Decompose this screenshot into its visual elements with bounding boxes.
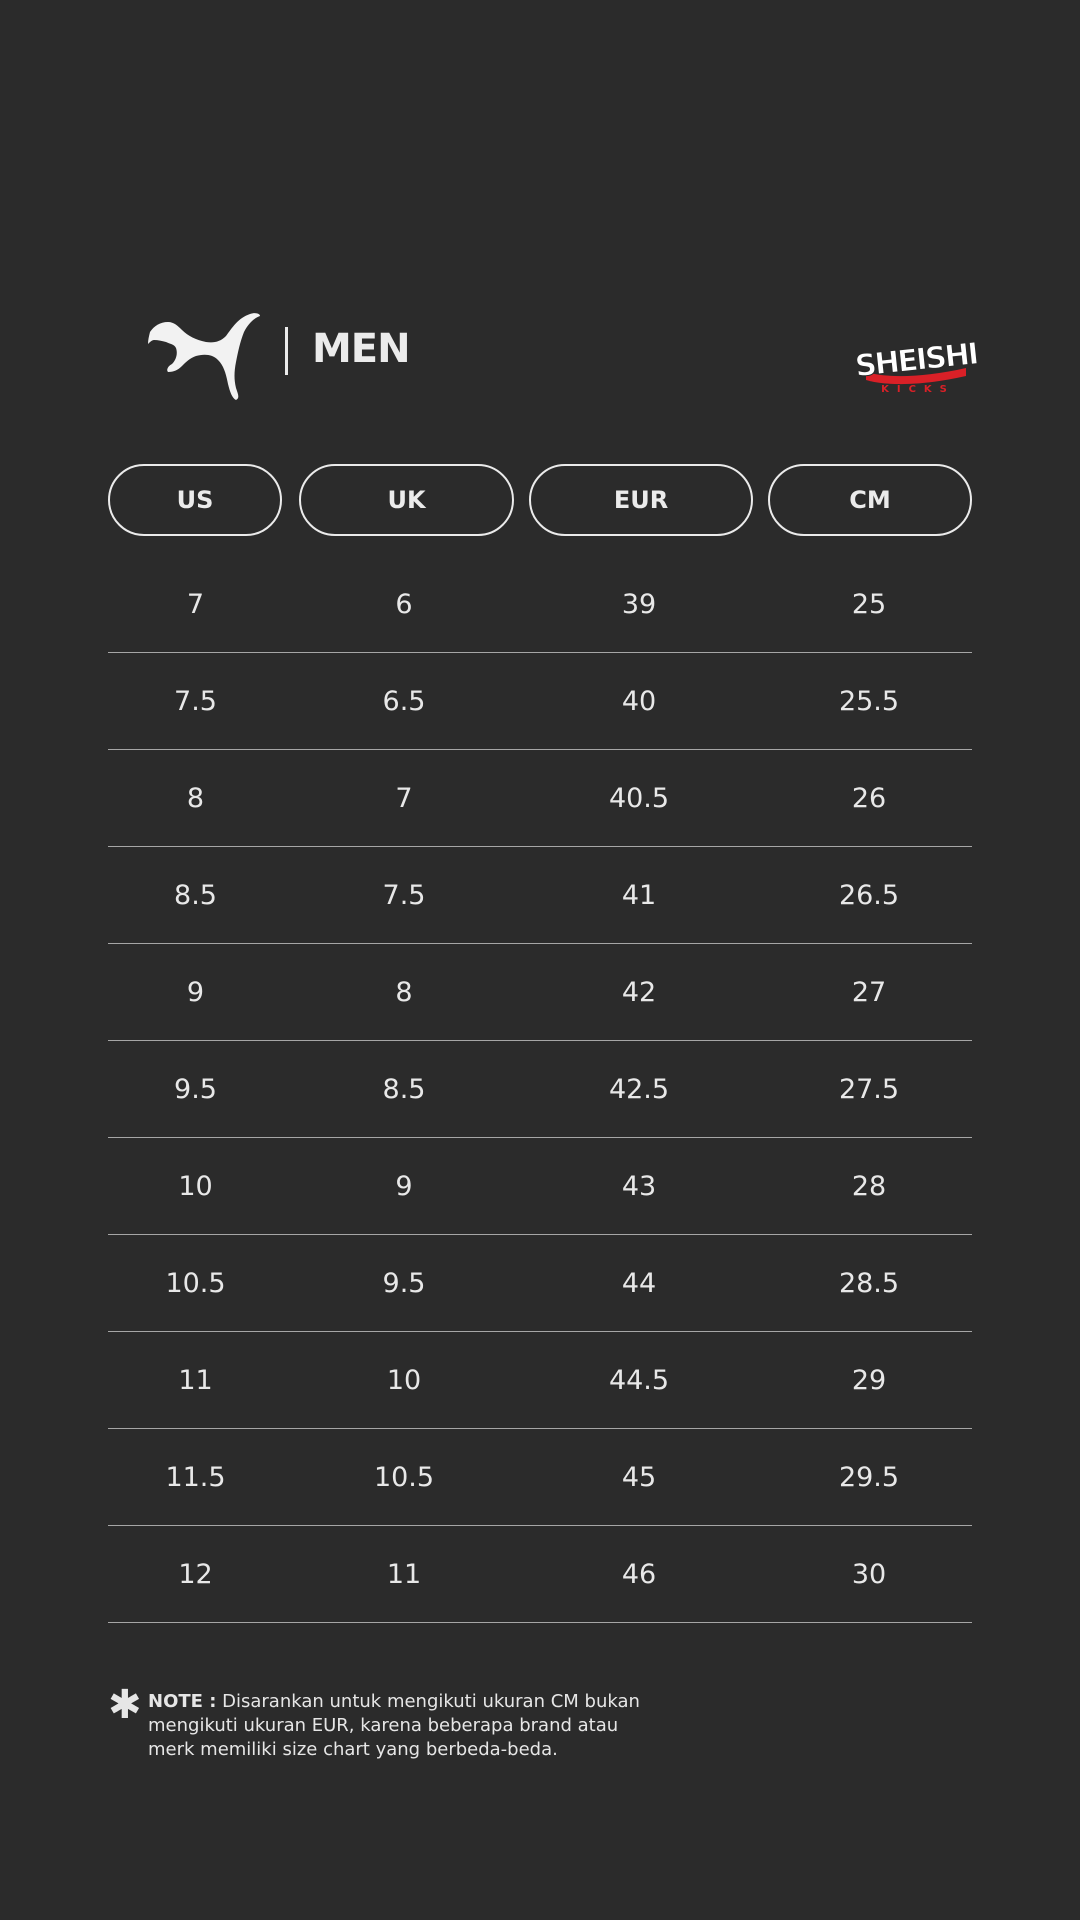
size-column-headers: [0, 464, 1080, 536]
size-cell-us: 9.5: [174, 1073, 217, 1105]
size-cell-uk: 8.5: [382, 1073, 426, 1105]
size-cell-uk: 6: [395, 588, 413, 620]
table-row: [108, 847, 972, 944]
size-cell-cm: 27.5: [838, 1073, 900, 1105]
size-cell-us: 8: [186, 782, 205, 814]
size-cell-us: 12: [178, 1558, 213, 1590]
size-cell-us: 8.5: [174, 879, 217, 911]
svg-text:SHEISHI: SHEISHI: [853, 336, 979, 385]
size-cell-us: 10: [178, 1170, 213, 1202]
size-cell-eur: 44.5: [608, 1364, 670, 1396]
size-cell-eur: 43: [621, 1170, 657, 1202]
size-cell-eur: 42: [621, 976, 657, 1008]
size-cell-uk: 10: [386, 1364, 422, 1396]
size-cell-us: 11.5: [165, 1461, 226, 1493]
column-header-us: US: [108, 464, 282, 536]
size-cell-cm: 30: [851, 1558, 887, 1590]
note-label: NOTE :: [148, 1691, 217, 1712]
size-cell-eur: 40.5: [608, 782, 670, 814]
table-row: [108, 1041, 972, 1138]
table-row: [108, 653, 972, 750]
table-row: [108, 1332, 972, 1429]
size-cell-uk: 9.5: [382, 1267, 426, 1299]
size-cell-cm: 28: [851, 1170, 887, 1202]
size-cell-cm: 29: [851, 1364, 887, 1396]
table-row: [108, 944, 972, 1041]
svg-text:KICKS: KICKS: [881, 384, 955, 395]
table-row: [108, 1235, 972, 1332]
table-row: [108, 750, 972, 847]
table-row: [108, 556, 972, 653]
category-title: MEN: [312, 326, 410, 372]
size-cell-us: 10.5: [165, 1267, 226, 1299]
size-cell-cm: 29.5: [838, 1461, 900, 1493]
size-cell-uk: 10.5: [373, 1461, 435, 1493]
column-header-cm: CM: [768, 464, 972, 536]
column-header-eur: EUR: [529, 464, 753, 536]
size-table: [0, 556, 1080, 1623]
size-cell-cm: 26: [851, 782, 887, 814]
size-cell-eur: 41: [621, 879, 657, 911]
asterisk-icon: ✱: [108, 1682, 142, 1728]
table-row: [108, 1429, 972, 1526]
size-cell-eur: 42.5: [608, 1073, 670, 1105]
size-cell-cm: 28.5: [838, 1267, 900, 1299]
note-text: [148, 1690, 668, 1762]
table-row: [108, 1138, 972, 1235]
size-cell-us: 7.5: [174, 685, 217, 717]
size-cell-eur: 39: [621, 588, 657, 620]
size-cell-uk: 7: [395, 782, 413, 814]
size-cell-uk: 6.5: [382, 685, 426, 717]
size-cell-uk: 8: [395, 976, 413, 1008]
size-cell-cm: 25.5: [838, 685, 900, 717]
header: [0, 300, 1080, 410]
note-body: Disarankan untuk mengikuti ukuran CM bukan mengikuti ukuran EUR, karena beberapa brand atau merk memiliki size chart yang berbeda-beda.: [148, 1691, 640, 1760]
size-cell-eur: 44: [621, 1267, 657, 1299]
size-cell-eur: 45: [621, 1461, 657, 1493]
note: [108, 1682, 668, 1762]
size-cell-us: 7: [186, 588, 205, 620]
size-cell-cm: 26.5: [838, 879, 900, 911]
header-divider: [285, 327, 288, 375]
size-cell-cm: 25: [851, 588, 887, 620]
size-cell-uk: 7.5: [382, 879, 426, 911]
puma-logo: [148, 310, 262, 400]
size-cell-us: 11: [178, 1364, 213, 1396]
size-cell-eur: 46: [621, 1558, 657, 1590]
table-row: [108, 1526, 972, 1623]
size-cell-us: 9: [186, 976, 205, 1008]
size-cell-eur: 40: [621, 685, 657, 717]
column-header-uk: UK: [299, 464, 514, 536]
size-cell-cm: 27: [851, 976, 887, 1008]
size-cell-uk: 9: [395, 1170, 413, 1202]
size-cell-uk: 11: [386, 1558, 422, 1590]
sheishi-kicks-logo: [853, 320, 979, 400]
